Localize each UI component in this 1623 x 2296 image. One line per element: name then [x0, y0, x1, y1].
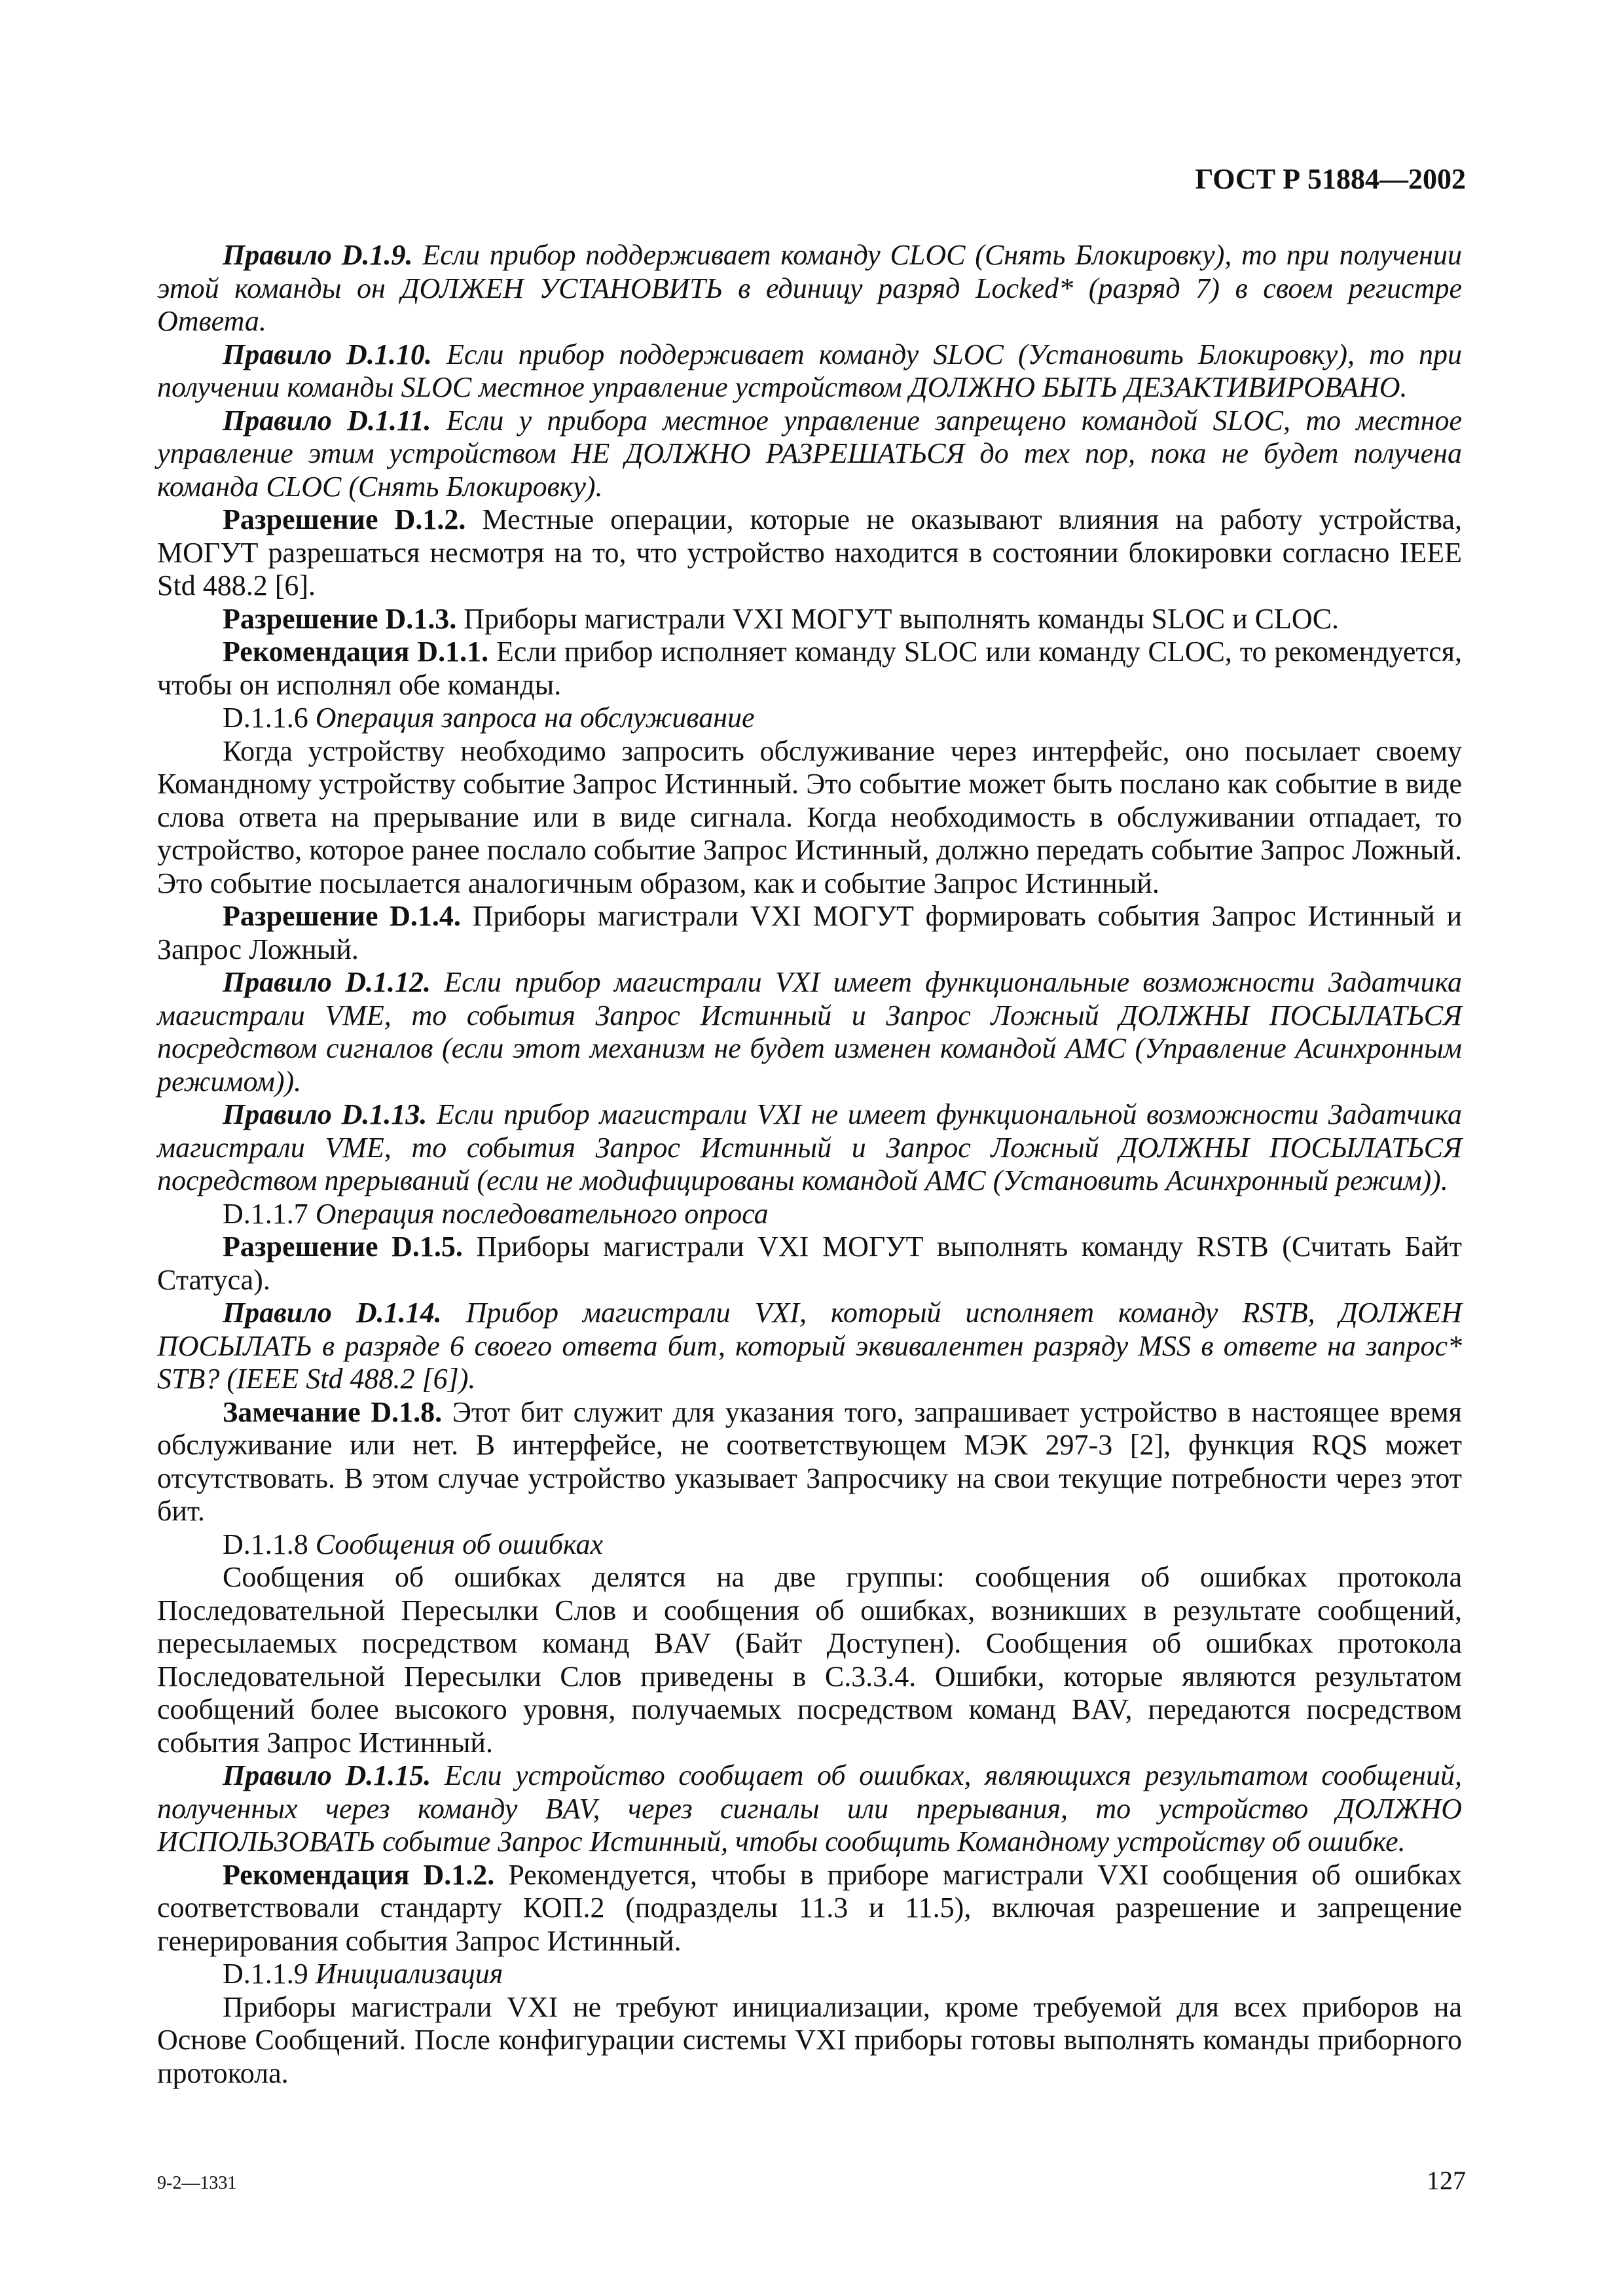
paragraph — [157, 900, 1462, 966]
paragraph — [157, 1859, 1462, 1958]
paragraph — [157, 1991, 1462, 2090]
paragraph — [157, 1396, 1462, 1528]
document-code: ГОСТ Р 51884—2002 — [1195, 163, 1466, 195]
paragraph-text: Местные операции, которые не оказывают влияния на работу устройства, МОГУТ разрешаться несмотря на то, что устройство находится в состоянии блокировки согласно IEEE Std 488.2 [6]. — [157, 503, 1462, 601]
paragraph-label: Правило D.1.13. — [223, 1098, 428, 1130]
paragraph-text: Приборы магистрали VXI МОГУТ формировать события Запрос Истинный и Запрос Ложный. — [157, 900, 1462, 965]
paragraph — [157, 239, 1462, 338]
paragraph-text: Приборы магистрали VXI МОГУТ выполнять команду RSTB (Считать Байт Статуса). — [157, 1230, 1462, 1296]
paragraph-label: Правило D.1.10. — [223, 338, 432, 370]
paragraph-text: Операция запроса на обслуживание — [308, 702, 755, 734]
paragraph-label: Правило D.1.11. — [223, 404, 431, 437]
paragraph — [157, 338, 1462, 404]
paragraph-text: Если прибор магистрали VXI имеет функциональные возможности Задатчика магистрали VME, то события Запрос Истинный и Запрос Ложный ДОЛЖНЫ ПОСЫЛАТЬСЯ посредством сигналов (если этот механизм не будет изменен командой AMC (Управление Асинхронным режимом)). — [157, 966, 1462, 1098]
paragraph — [157, 1561, 1462, 1759]
paragraph-text: Если прибор поддерживает команду SLOC (Установить Блокировку), то при получении команды SLOC местное управление устройством ДОЛЖНО БЫТЬ ДЕЗАКТИВИРОВАНО. — [157, 338, 1462, 403]
section-heading — [157, 1198, 1462, 1231]
paragraph-text: Сообщения об ошибках делятся на две группы: сообщения об ошибках протокола Последовательной Пересылки Слов и сообщения об ошибках, возникших в результате сообщений, пересылаемых посредством команд BAV (Байт Доступен). Сообщения об ошибках протокола Последовательной Пересылки Слов приведены в С.3.3.4. Ошибки, которые являются результатом сообщений более высокого уровня, получаемых посредством команд BAV, передаются посредством события Запрос Истинный. — [157, 1561, 1462, 1759]
paragraph — [157, 404, 1462, 504]
paragraph-label: Разрешение D.1.4. — [223, 900, 461, 932]
paragraph-text: Если у прибора местное управление запрещено командой SLOC, то местное управление этим устройством НЕ ДОЛЖНО РАЗРЕШАТЬСЯ до тех пор, пока не будет получена команда CLOC (Снять Блокировку). — [157, 404, 1462, 503]
section-heading — [157, 702, 1462, 735]
document-body — [157, 239, 1462, 2090]
paragraph — [157, 1759, 1462, 1859]
paragraph — [157, 1230, 1462, 1297]
paragraph — [157, 1297, 1462, 1396]
paragraph-text: Рекомендуется, чтобы в приборе магистрали VXI сообщения об ошибках соответствовали стандарту КОП.2 (подразделы 11.3 и 11.5), включая разрешение и запрещение генерирования события Запрос Истинный. — [157, 1858, 1462, 1957]
paragraph-text: Если прибор магистрали VXI не имеет функциональной возможности Задатчика магистрали VME, то события Запрос Истинный и Запрос Ложный ДОЛЖНЫ ПОСЫЛАТЬСЯ посредством прерываний (если не модифицированы командой AMC (Установить Асинхронный режим)). — [157, 1098, 1463, 1196]
paragraph-label: Правило D.1.15. — [223, 1759, 431, 1791]
paragraph-text: Если прибор исполняет команду SLOC или команду CLOC, то рекомендуется, чтобы он исполнял обе команды. — [157, 636, 1462, 701]
paragraph-label: Правило D.1.9. — [223, 239, 413, 271]
section-heading — [157, 1958, 1462, 1991]
paragraph-text: Приборы магистрали VXI не требуют инициализации, кроме требуемой для всех приборов на Основе Сообщений. После конфигурации системы VXI приборы готовы выполнять команды приборного протокола. — [157, 1990, 1462, 2089]
paragraph-text: Приборы магистрали VXI МОГУТ выполнять команды SLOC и CLOC. — [456, 602, 1340, 635]
paragraph-text: Прибор магистрали VXI, который исполняет команду RSTB, ДОЛЖЕН ПОСЫЛАТЬ в разряде 6 своего ответа бит, который эквивалентен разряду MSS в ответе на запрос* STB? (IEEE Std 488.2 [6]). — [157, 1297, 1462, 1395]
paragraph-text: Сообщения об ошибках — [308, 1528, 604, 1560]
paragraph-text: Если прибор поддерживает команду CLOC (Снять Блокировку), то при получении этой команды он ДОЛЖЕН УСТАНОВИТЬ в единицу разряд Locked* (разряд 7) в своем регистре Ответа. — [157, 239, 1462, 337]
print-code: 9-2—1331 — [157, 2173, 237, 2193]
paragraph — [157, 1098, 1462, 1198]
paragraph-label: Рекомендация D.1.1. — [223, 636, 489, 668]
paragraph — [157, 636, 1462, 702]
paragraph-text: Если устройство сообщает об ошибках, являющихся результатом сообщений, полученных через команду BAV, через сигналы или прерывания, то устройство ДОЛЖНО ИСПОЛЬЗОВАТЬ событие Запрос Истинный, чтобы сообщить Командному устройству об ошибке. — [157, 1759, 1462, 1857]
paragraph-label: Рекомендация D.1.2. — [223, 1858, 495, 1891]
paragraph-text: Инициализация — [308, 1958, 503, 1990]
paragraph-label: D.1.1.7 — [223, 1197, 308, 1230]
paragraph — [157, 503, 1462, 603]
paragraph-label: D.1.1.9 — [223, 1958, 308, 1990]
paragraph-label: D.1.1.8 — [223, 1528, 308, 1560]
paragraph-label: Разрешение D.1.5. — [223, 1230, 463, 1263]
paragraph-label: D.1.1.6 — [223, 702, 308, 734]
paragraph-text: Когда устройству необходимо запросить обслуживание через интерфейс, оно посылает своему Командному устройству событие Запрос Истинный. Это событие может быть послано как событие в виде слова ответа на прерывание или в виде сигнала. Когда необходимость в обслуживании отпадает, то устройство, которое ранее послало событие Запрос Истинный, должно передать событие Запрос Ложный. Это событие посылается аналогичным образом, как и событие Запрос Истинный. — [157, 734, 1462, 899]
paragraph-label: Правило D.1.14. — [223, 1297, 442, 1329]
page-number: 127 — [1427, 2166, 1466, 2195]
paragraph-text: Этот бит служит для указания того, запрашивает устройство в настоящее время обслуживание или нет. В интерфейсе, не соответствующем МЭК 297-3 [2], функция RQS может отсутствовать. В этом случае устройство указывает Запросчику на свои текущие потребности через этот бит. — [157, 1395, 1463, 1527]
paragraph-label: Разрешение D.1.2. — [223, 503, 466, 535]
paragraph-text: Операция последовательного опроса — [308, 1197, 769, 1230]
paragraph-label: Разрешение D.1.3. — [223, 602, 457, 635]
paragraph — [157, 735, 1462, 901]
paragraph — [157, 966, 1462, 1098]
paragraph — [157, 603, 1462, 636]
paragraph-label: Замечание D.1.8. — [223, 1395, 443, 1428]
section-heading — [157, 1528, 1462, 1562]
paragraph-label: Правило D.1.12. — [223, 966, 431, 998]
